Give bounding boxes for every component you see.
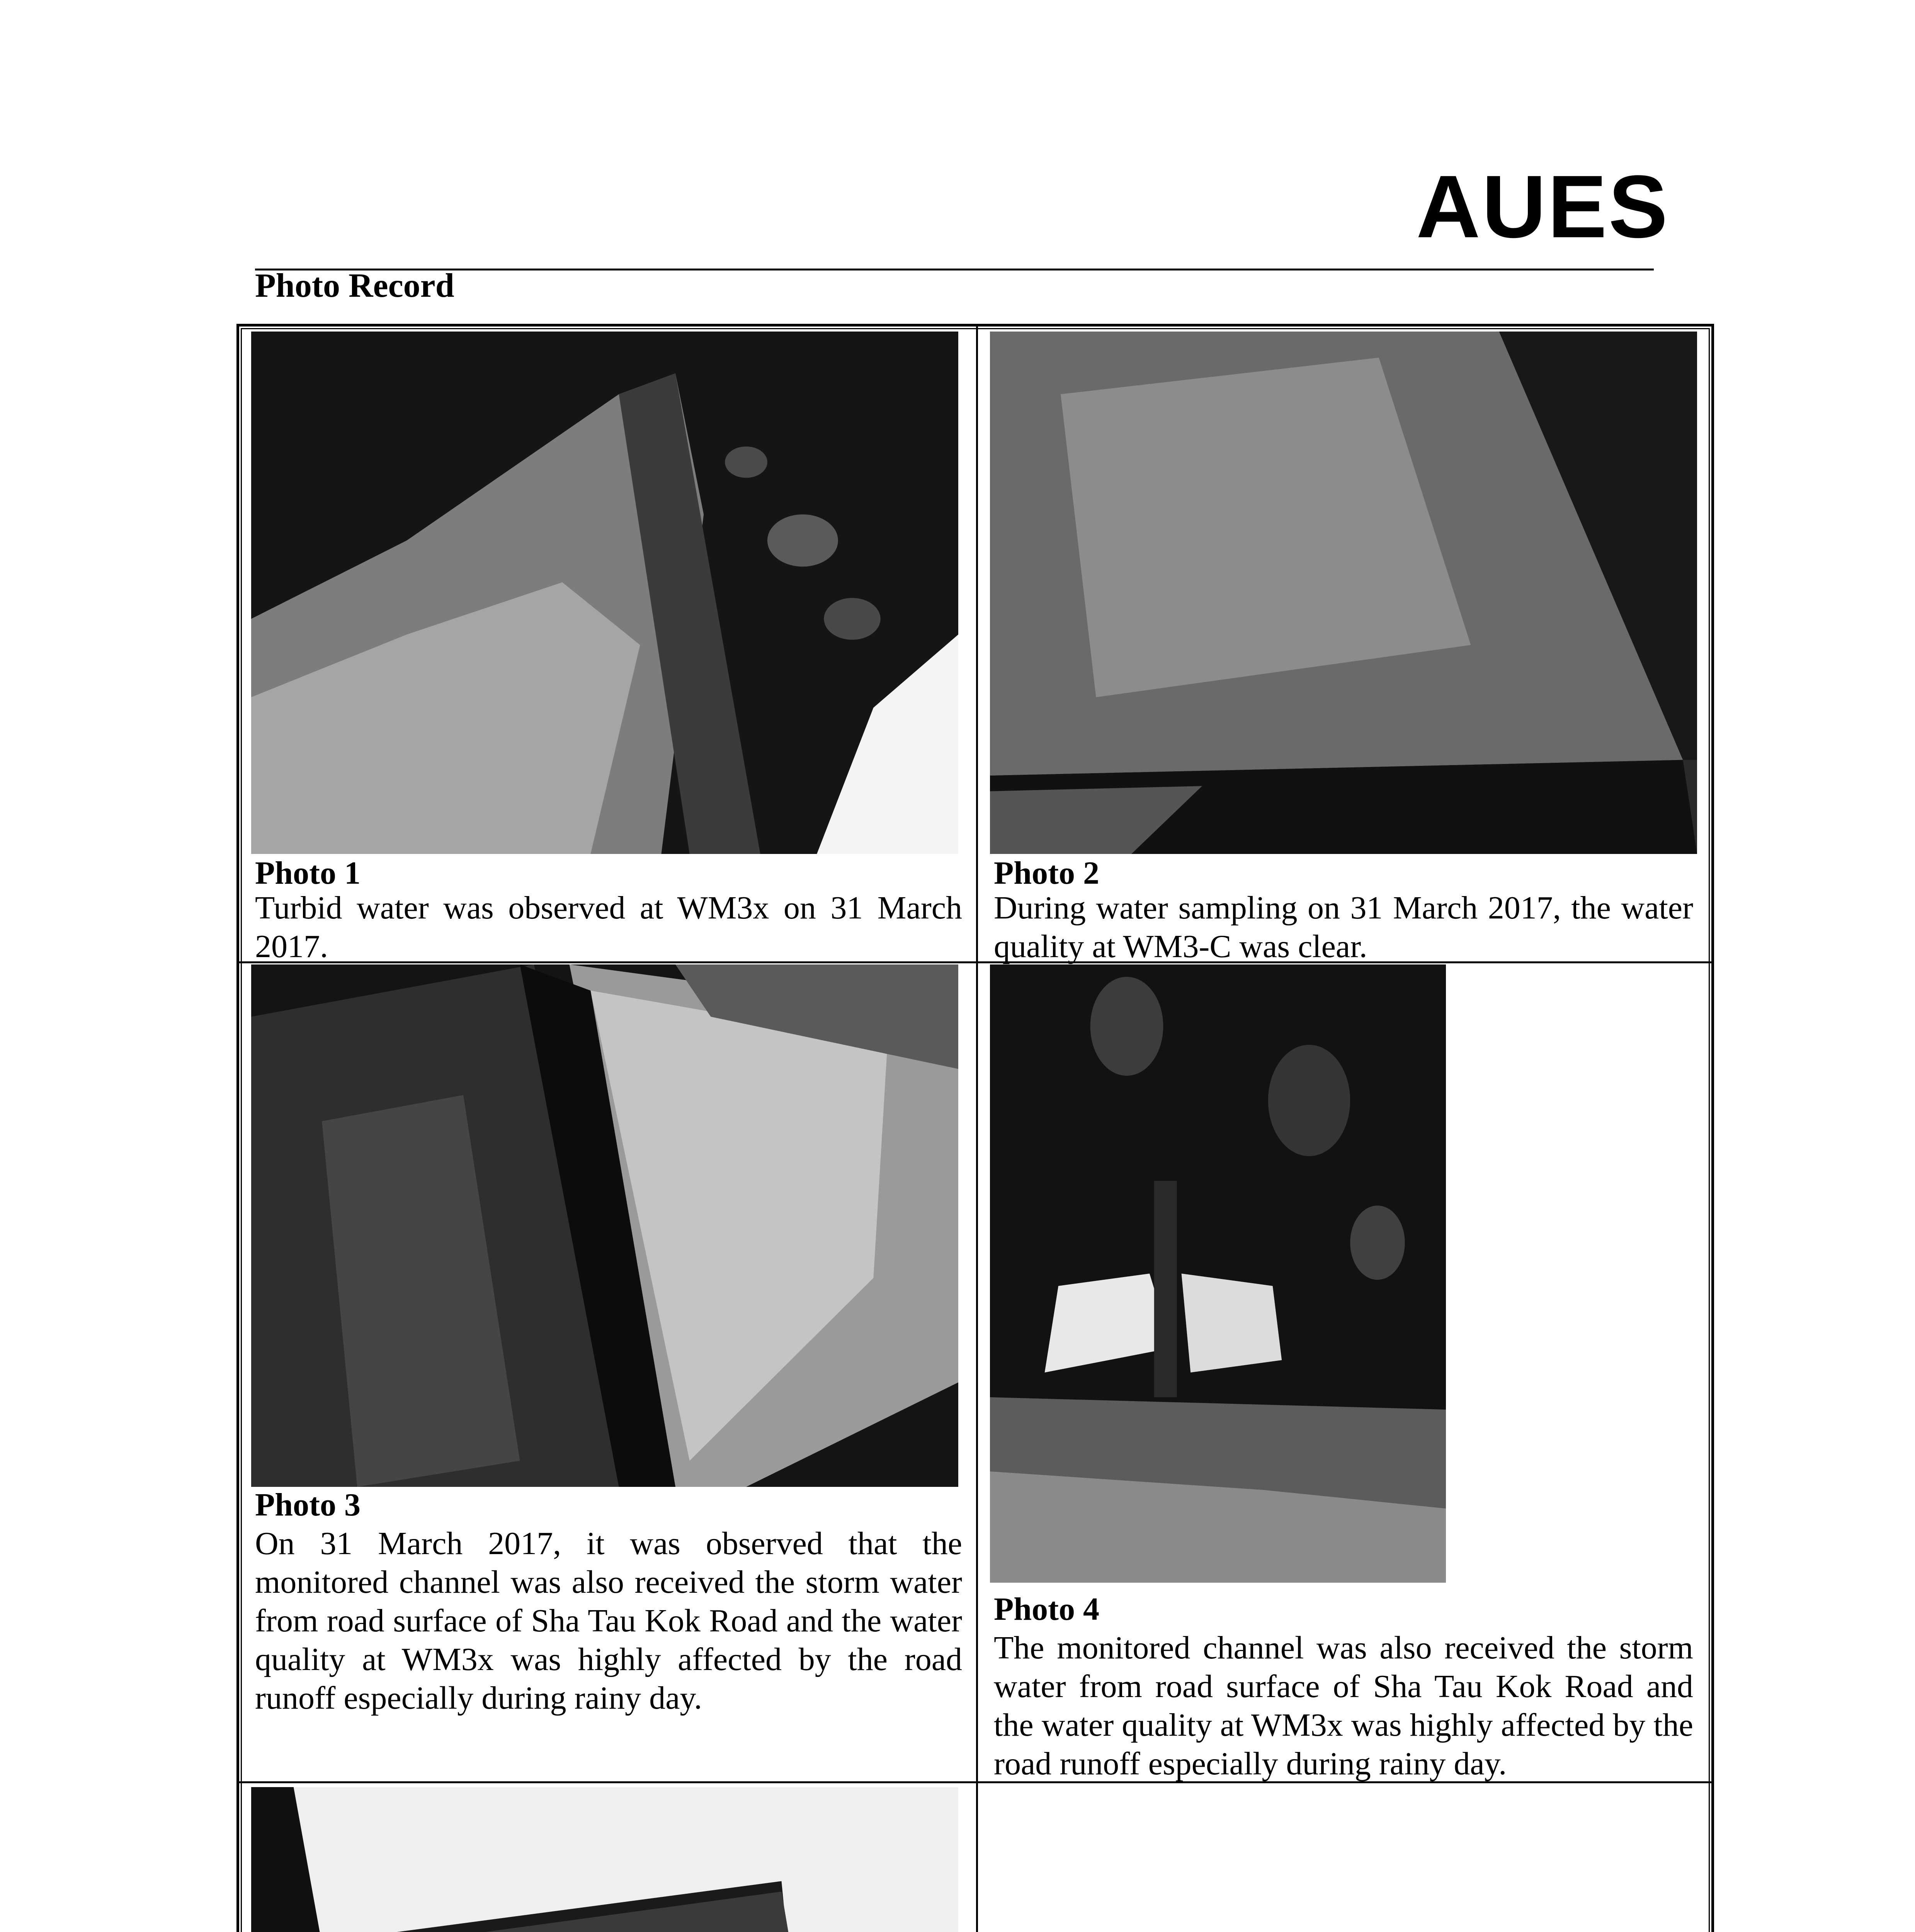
photo-1-caption: Turbid water was observed at WM3x on 31 March 2017.	[255, 890, 962, 964]
header-rule	[255, 269, 1654, 270]
photo-2-image	[990, 332, 1697, 854]
page-title: Photo Record	[255, 267, 454, 304]
photo-1-image	[251, 332, 958, 854]
photo-3-label: Photo 3	[255, 1487, 361, 1523]
photo-2-caption: During water sampling on 31 March 2017, the water quality at WM3-C was clear.	[994, 890, 1693, 964]
photo-4-image	[990, 964, 1446, 1583]
photo-3-image	[251, 964, 958, 1487]
table-column-divider	[976, 324, 978, 1932]
photo-3-caption: On 31 March 2017, it was observed that the monitored channel was also received the storm water from road surface of Sha Tau Kok Road and the water quality at WM3x was highly affected by the road runoff especially during rainy day.	[255, 1526, 962, 1716]
photo-5-image	[251, 1787, 958, 1932]
aues-logo: AUES	[1416, 157, 1669, 256]
photo-2-label: Photo 2	[994, 855, 1099, 891]
photo-1-label: Photo 1	[255, 855, 361, 891]
photo-4-caption: The monitored channel was also received the storm water from road surface of Sha Tau Kok Road and the water quality at WM3x was highly affected by the road runoff especially during rainy day.	[994, 1630, 1693, 1782]
photo-4-label: Photo 4	[994, 1591, 1099, 1627]
